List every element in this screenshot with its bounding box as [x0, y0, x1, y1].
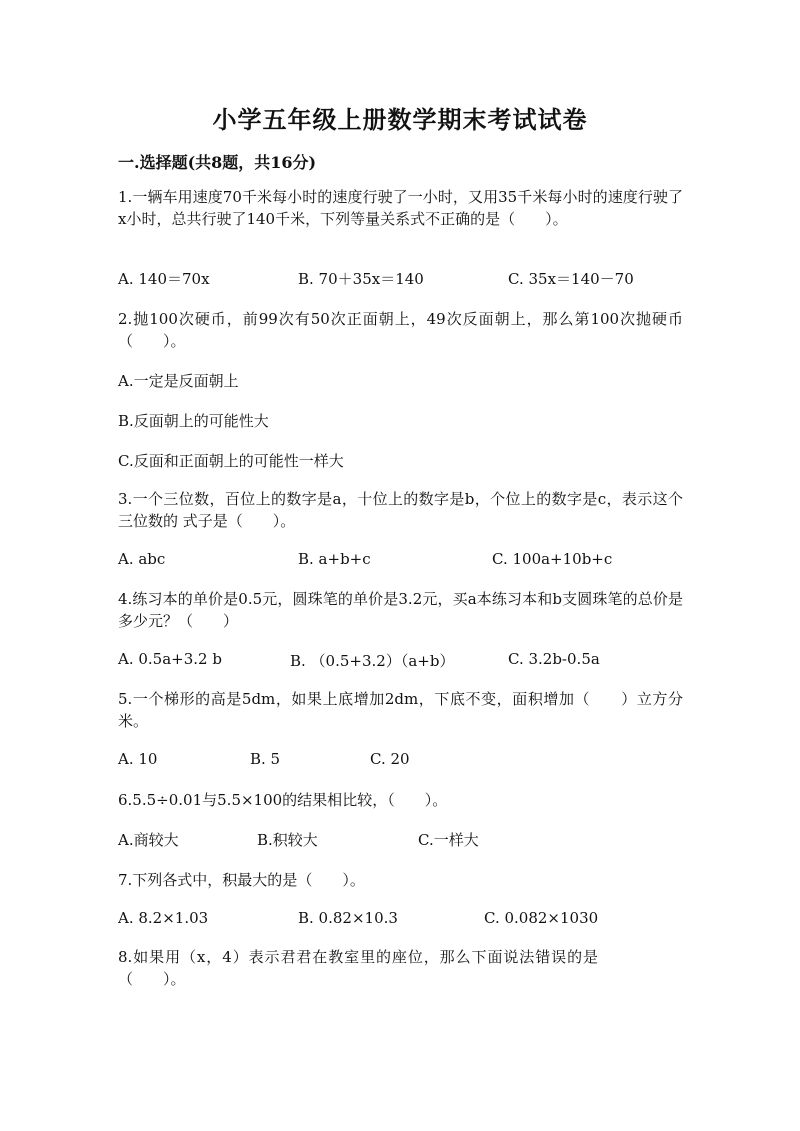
question-4: 4.练习本的单价是0.5元，圆珠笔的单价是3.2元，买a本练习本和b支圆珠笔的总价是多少元？（ ） [118, 590, 683, 630]
question-3: 3.一个三位数，百位上的数字是a，十位上的数字是b，个位上的数字是c，表示这个三位数的 式子是（ ）。 [118, 490, 683, 530]
question-8: 8.如果用（x，4）表示君君在教室里的座位，那么下面说法错误的是（ ）。 [118, 948, 598, 988]
q4-option-a: A. 0.5a+3.2 b [118, 650, 222, 668]
question-7: 7.下列各式中，积最大的是（ ）。 [118, 871, 365, 889]
q5-option-b: B. 5 [250, 750, 281, 768]
q2-option-b: B.反面朝上的可能性大 [118, 412, 269, 430]
question-5: 5.一个梯形的高是5dm，如果上底增加2dm，下底不变，面积增加（ ）立方分米。 [118, 690, 683, 730]
q2-option-a: A.一定是反面朝上 [118, 372, 239, 390]
question-6: 6.5.5÷0.01与5.5×100的结果相比较，（ ）。 [118, 791, 448, 809]
q3-option-b: B. a+b+c [298, 550, 371, 568]
q1-option-a: A. 140＝70x [118, 270, 210, 288]
q5-option-c: C. 20 [370, 750, 410, 768]
q5-option-a: A. 10 [118, 750, 158, 768]
q4-option-b: B. （0.5+3.2）（a+b） [290, 652, 455, 670]
section-heading: 一.选择题(共8题，共16分) [118, 153, 317, 172]
question-2: 2.抛100次硬币，前99次有50次正面朝上，49次反面朝上，那么第100次抛硬币（ ）。 [118, 310, 683, 350]
q6-option-b: B.积较大 [257, 831, 318, 849]
page-title: 小学五年级上册数学期末考试试卷 [212, 105, 588, 134]
q7-option-b: B. 0.82×10.3 [298, 909, 398, 927]
question-1: 1.一辆车用速度70千米每小时的速度行驶了一小时，又用35千米每小时的速度行驶了x小时，总共行驶了140千米，下列等量关系式不正确的是（ ）。 [118, 188, 683, 228]
q7-option-a: A. 8.2×1.03 [118, 909, 209, 927]
q1-option-b: B. 70＋35x＝140 [298, 270, 424, 288]
q6-option-c: C.一样大 [418, 831, 479, 849]
q6-option-a: A.商较大 [118, 831, 179, 849]
q1-option-c: C. 35x＝140－70 [508, 270, 634, 288]
q7-option-c: C. 0.082×1030 [484, 909, 599, 927]
q3-option-c: C. 100a+10b+c [492, 550, 613, 568]
q3-option-a: A. abc [118, 550, 166, 568]
q2-option-c: C.反面和正面朝上的可能性一样大 [118, 452, 344, 470]
q4-option-c: C. 3.2b-0.5a [508, 650, 600, 668]
